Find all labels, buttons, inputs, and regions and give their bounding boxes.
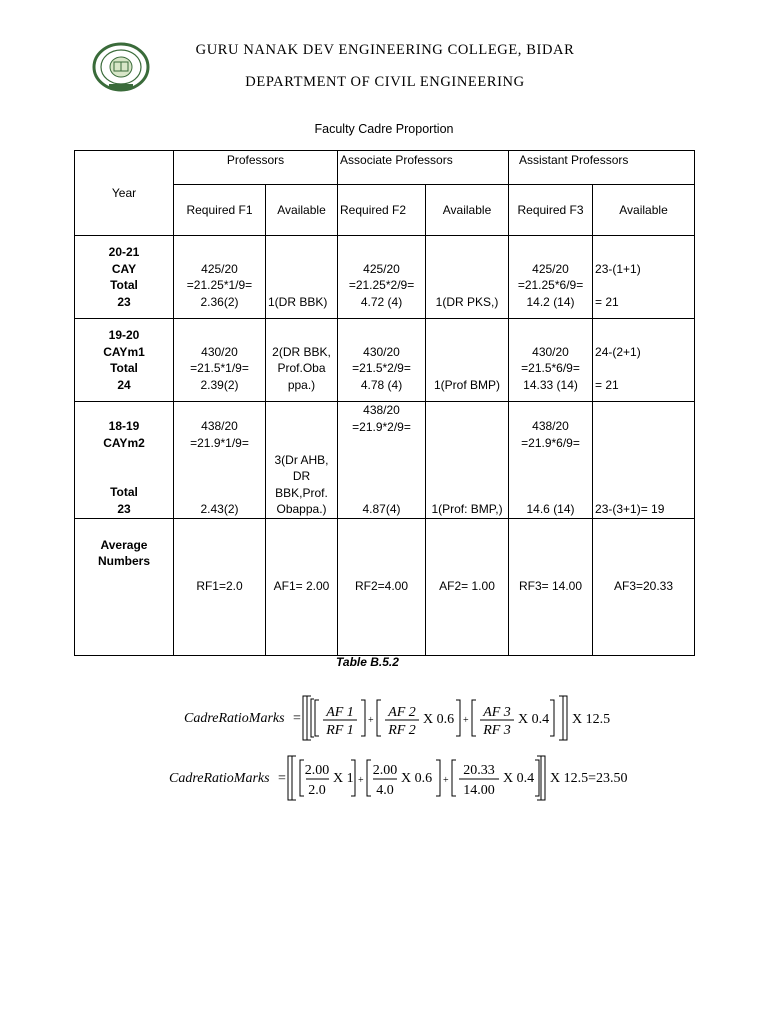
subheader-required-f2: Required F2	[338, 185, 426, 236]
subheader-required-f1: Required F1	[174, 185, 266, 236]
f1-denominator: 2.0	[308, 783, 326, 798]
table-title: Faculty Cadre Proportion	[314, 122, 454, 136]
available-f1-cell: 1(DR BBK)	[266, 236, 338, 319]
required-f1-cell: 438/20 =21.9*1/9= 2.43(2)	[174, 402, 266, 519]
available-f3-cell: 24-(2+1) = 21	[593, 319, 695, 402]
f1-multiplier: X 1	[333, 771, 354, 786]
table-row	[75, 402, 695, 519]
available-f3-cell: 23-(1+1) = 21	[593, 236, 695, 319]
formula-tail: X 12.5=23.50	[550, 771, 628, 786]
available-f2-cell: 1(Prof BMP)	[426, 319, 509, 402]
f1-numerator: 2.00	[304, 763, 330, 778]
f2-numerator: AF 2	[388, 705, 416, 720]
available-f3-cell: 23-(3+1)= 19	[593, 402, 695, 519]
subheader-available-1: Available	[266, 185, 338, 236]
f2-numerator: 2.00	[372, 763, 398, 778]
f1-denominator: RF 1	[326, 723, 354, 738]
professors-header: Professors	[174, 151, 338, 185]
available-f2-cell: 1(Prof: BMP,)	[426, 402, 509, 519]
year-cell: 20-21 CAY Total 23	[75, 236, 174, 319]
assistant-professors-header: Assistant Professors	[509, 151, 695, 185]
svg-text:=: =	[278, 771, 286, 786]
svg-text:+: +	[463, 715, 469, 726]
table-row	[75, 319, 695, 402]
svg-text:+: +	[368, 715, 374, 726]
required-f1-cell: 430/20 =21.5*1/9= 2.39(2)	[174, 319, 266, 402]
table-row	[75, 518, 695, 655]
cadre-ratio-formula	[180, 692, 611, 744]
required-f2-cell: 425/20 =21.25*2/9= 4.72 (4)	[338, 236, 426, 319]
f2-multiplier: X 0.6	[401, 771, 433, 786]
average-rf3: RF3= 14.00	[509, 518, 593, 655]
available-f1-cell: 3(Dr AHB, DR BBK,Prof. Obappa.)	[266, 402, 338, 519]
faculty-cadre-table	[74, 150, 695, 656]
subheader-required-f3: Required F3	[509, 185, 593, 236]
subheader-available-3: Available	[593, 185, 695, 236]
available-f2-cell: 1(DR PKS,)	[426, 236, 509, 319]
f3-denominator: 14.00	[463, 783, 495, 798]
f3-numerator: AF 3	[483, 705, 511, 720]
required-f2-cell: 438/20 =21.9*2/9= 4.87(4)	[338, 402, 426, 519]
required-f1-cell: 425/20 =21.25*1/9= 2.36(2)	[174, 236, 266, 319]
f3-numerator: 20.33	[463, 763, 495, 778]
formula-lhs: CadreRatioMarks	[184, 711, 285, 726]
f2-denominator: RF 2	[388, 723, 416, 738]
average-rf1: RF1=2.0	[174, 518, 266, 655]
average-rf2: RF2=4.00	[338, 518, 426, 655]
department-name: DEPARTMENT OF CIVIL ENGINEERING	[245, 74, 525, 90]
associate-professors-header: Associate Professors	[338, 151, 509, 185]
year-cell: 19-20 CAYm1 Total 24	[75, 319, 174, 402]
f3-multiplier: X 0.4	[518, 712, 550, 727]
f3-denominator: RF 3	[483, 723, 511, 738]
required-f3-cell: 430/20 =21.5*6/9= 14.33 (14)	[509, 319, 593, 402]
available-f1-cell: 2(DR BBK, Prof.Oba ppa.)	[266, 319, 338, 402]
formula-lhs: CadreRatioMarks	[169, 771, 270, 786]
average-af2: AF2= 1.00	[426, 518, 509, 655]
subheader-available-2: Available	[426, 185, 509, 236]
college-logo	[92, 42, 150, 92]
svg-text:+: +	[358, 775, 364, 786]
svg-text:+: +	[443, 775, 449, 786]
year-cell: 18-19 CAYm2 Total 23	[75, 402, 174, 519]
average-af3: AF3=20.33	[593, 518, 695, 655]
year-cell: Average Numbers	[75, 518, 174, 655]
required-f3-cell: 438/20 =21.9*6/9= 14.6 (14)	[509, 402, 593, 519]
table-caption: Table B.5.2	[336, 655, 399, 669]
svg-text:=: =	[293, 711, 301, 726]
formula-tail: X 12.5	[572, 712, 611, 727]
f3-multiplier: X 0.4	[503, 771, 535, 786]
year-header: Year	[75, 151, 174, 236]
f2-multiplier: X 0.6	[423, 712, 455, 727]
table-row	[75, 236, 695, 319]
average-af1: AF1= 2.00	[266, 518, 338, 655]
college-name: GURU NANAK DEV ENGINEERING COLLEGE, BIDAR	[195, 42, 575, 58]
cadre-ratio-calculation	[165, 752, 645, 804]
f1-numerator: AF 1	[326, 705, 354, 720]
required-f2-cell: 430/20 =21.5*2/9= 4.78 (4)	[338, 319, 426, 402]
f2-denominator: 4.0	[376, 783, 394, 798]
required-f3-cell: 425/20 =21.25*6/9= 14.2 (14)	[509, 236, 593, 319]
